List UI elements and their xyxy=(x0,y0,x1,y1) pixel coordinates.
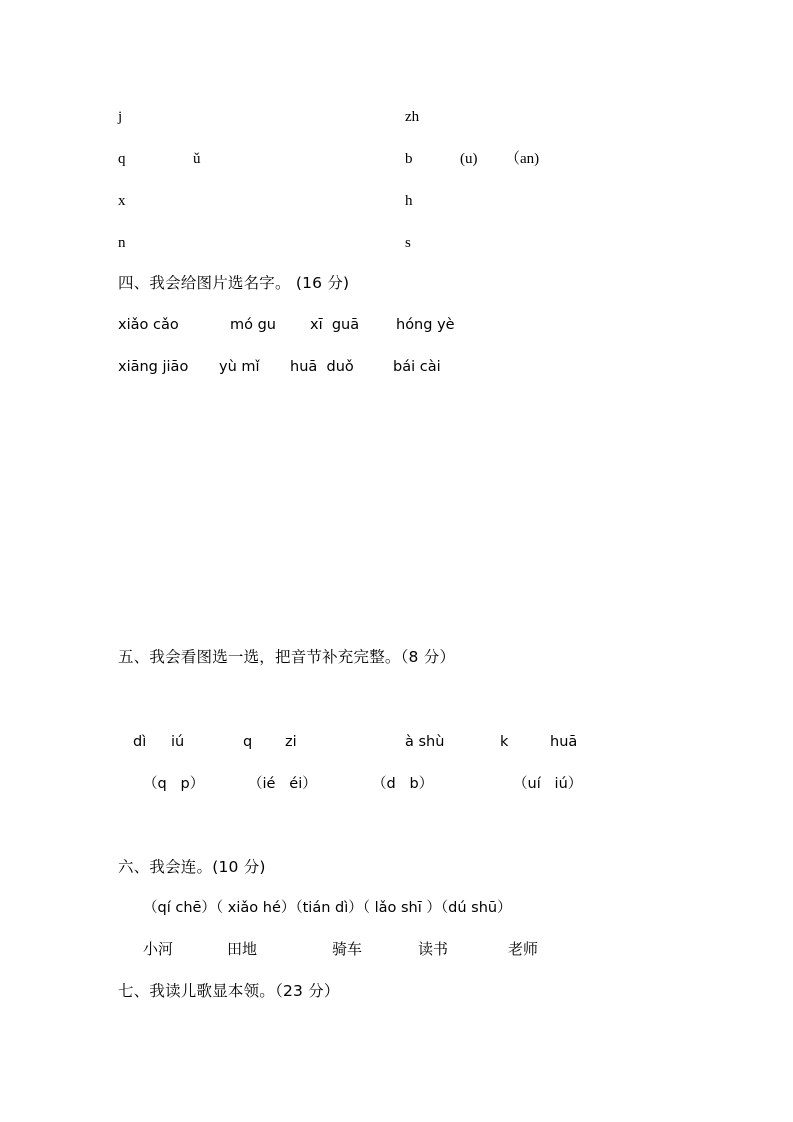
syllable-fragment: k xyxy=(500,734,509,750)
section-seven-heading: 七、我读儿歌显本领。（23 分） xyxy=(118,982,340,1000)
matching-word: 读书 xyxy=(418,940,449,958)
letter-cell: n xyxy=(118,235,126,251)
matching-word: 田地 xyxy=(227,940,258,958)
syllable-fragment: à shù xyxy=(405,734,445,750)
letter-cell: h xyxy=(405,193,413,209)
syllable-fragment: q xyxy=(243,734,253,750)
letter-cell: ǔ xyxy=(193,151,201,167)
picture-name-word: bái cài xyxy=(393,359,441,375)
picture-name-word: xiǎo cǎo xyxy=(118,317,179,333)
syllable-fragment: huā xyxy=(550,734,578,750)
syllable-option-group: （q p） xyxy=(143,776,205,792)
syllable-fragment: dì xyxy=(133,734,147,750)
syllable-option-group: （uí iú） xyxy=(513,776,583,792)
letter-cell: zh xyxy=(405,109,420,125)
letter-cell: （an) xyxy=(505,151,540,167)
letter-cell: x xyxy=(118,193,126,209)
letter-cell: (u) xyxy=(460,151,478,167)
picture-placeholder-area xyxy=(118,390,678,620)
matching-word: 老师 xyxy=(508,940,539,958)
syllable-fragment: zi xyxy=(285,734,297,750)
syllable-fragment: iú xyxy=(171,734,185,750)
section-five-heading: 五、我会看图选一选，把音节补充完整。（8 分） xyxy=(118,648,456,666)
matching-word: 骑车 xyxy=(332,940,363,958)
picture-name-word: mó gu xyxy=(230,317,276,333)
matching-pinyin-row: （qí chē）（ xiǎo hé）（tián dì）（ lǎo shī ）（dú shū） xyxy=(143,900,512,916)
syllable-option-group: （ié éi） xyxy=(248,776,317,792)
section-six-heading: 六、我会连。(10 分) xyxy=(118,858,266,876)
picture-name-word: yù mǐ xyxy=(219,359,260,375)
letter-cell: q xyxy=(118,151,126,167)
picture-name-word: hóng yè xyxy=(396,317,455,333)
letter-cell: s xyxy=(405,235,411,251)
letter-cell: j xyxy=(118,109,123,125)
picture-name-word: xiāng jiāo xyxy=(118,359,189,375)
picture-name-word: xī guā xyxy=(310,317,360,333)
picture-name-word: huā duǒ xyxy=(290,359,354,375)
letter-cell: b xyxy=(405,151,413,167)
section-four-heading: 四、我会给图片选名字。 (16 分) xyxy=(118,274,350,292)
matching-word: 小河 xyxy=(143,940,174,958)
syllable-option-group: （d b） xyxy=(372,776,434,792)
